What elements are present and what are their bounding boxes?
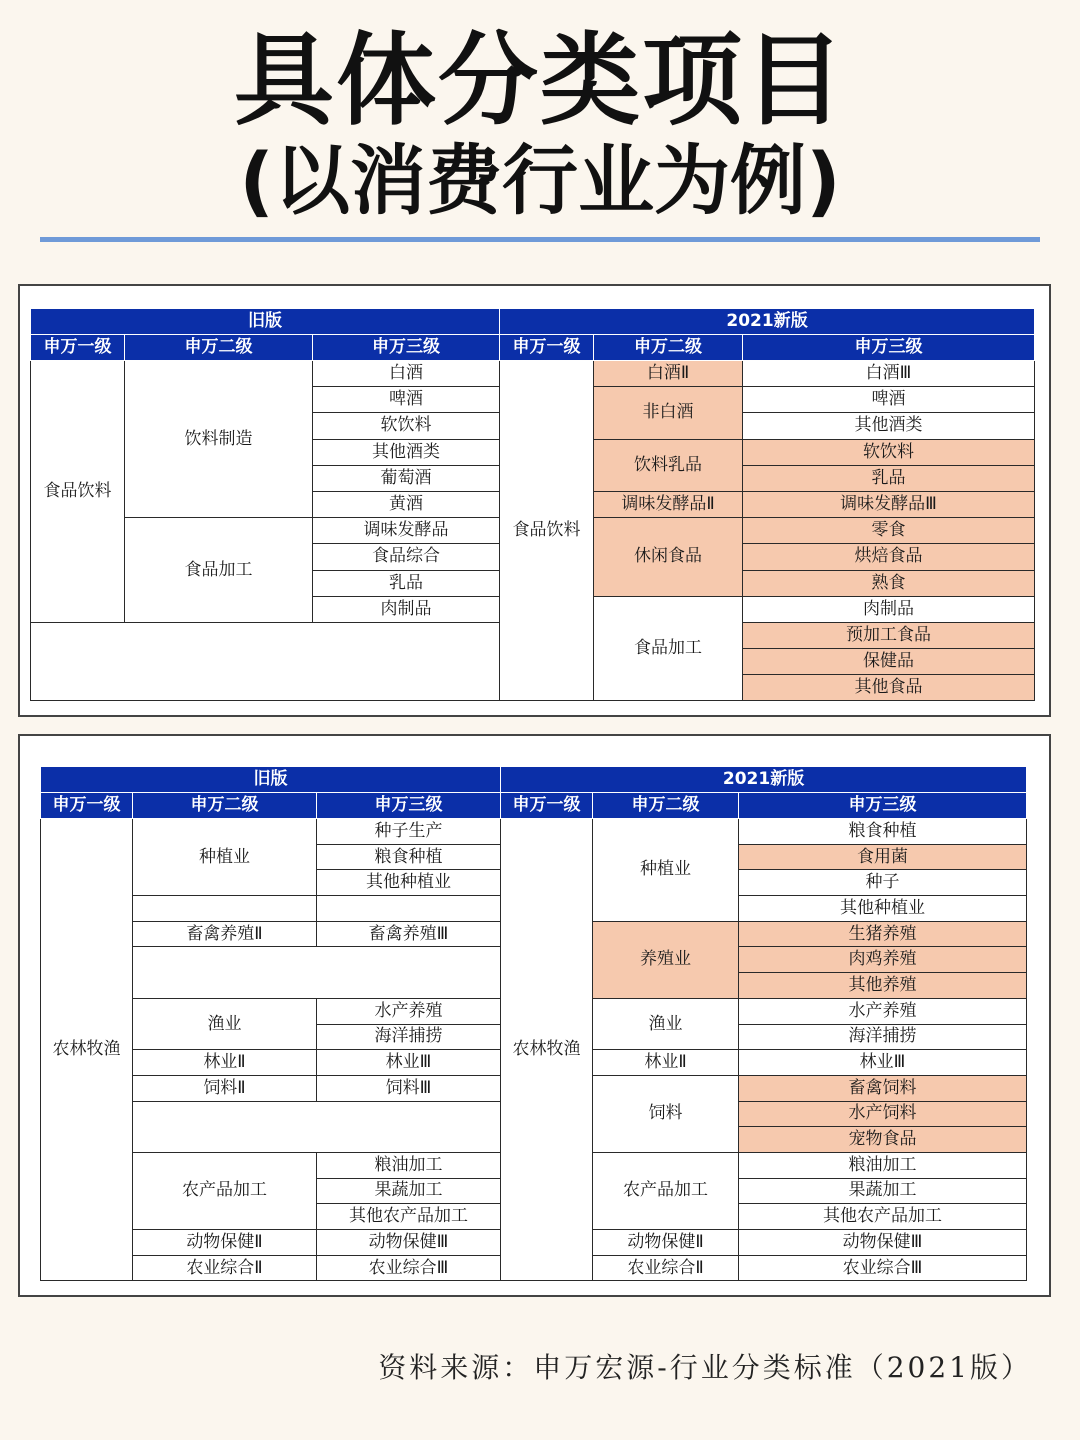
level-header-row [31,335,1035,361]
old-level3-cell: 饲料Ⅲ [317,1075,501,1101]
old-level3-cell: 水产养殖 [317,998,501,1024]
old-level3-cell: 葡萄酒 [313,465,500,491]
version-header-row [41,767,1027,793]
new-level2-cell: 休闲食品 [594,518,743,597]
old-empty-cell [133,1101,501,1152]
new-level2-cell: 养殖业 [593,921,739,998]
old-level3-cell: 其他酒类 [313,439,500,465]
new-level2-cell: 农业综合Ⅱ [593,1255,739,1281]
table-row [31,361,1035,387]
old-empty-cell [133,896,317,922]
old-level1-cell: 农林牧渔 [41,819,133,1281]
new-level2-cell: 白酒Ⅱ [594,361,743,387]
new-level3-cell: 林业Ⅲ [739,1050,1027,1076]
new-level3-cell: 调味发酵品Ⅲ [743,491,1035,517]
new-level3-cell: 肉制品 [743,596,1035,622]
new-level3-cell: 畜禽饲料 [739,1075,1027,1101]
new-level3-cell: 农业综合Ⅲ [739,1255,1027,1281]
new-level3-cell: 其他食品 [743,675,1035,701]
new-level2-header: 申万二级 [594,335,743,361]
new-level3-cell: 生猪养殖 [739,921,1027,947]
page-title: 具体分类项目 [234,22,846,139]
old-level2-cell: 饮料制造 [125,361,313,518]
old-level3-cell: 畜禽养殖Ⅲ [317,921,501,947]
new-level3-cell: 其他养殖 [739,973,1027,999]
old-level2-cell: 饲料Ⅱ [133,1075,317,1101]
old-level3-cell: 粮食种植 [317,844,501,870]
old-level2-header: 申万二级 [133,793,317,819]
agriculture-classification-table [40,766,1027,1281]
old-level3-header: 申万三级 [313,335,500,361]
new-level3-cell: 食用菌 [739,844,1027,870]
old-empty-cell [133,947,501,998]
new-level3-cell: 海洋捕捞 [739,1024,1027,1050]
new-level3-cell: 零食 [743,518,1035,544]
new-level1-header: 申万一级 [501,793,593,819]
source-note: 资料来源：申万宏源-行业分类标准（2021版） [378,1351,1032,1384]
old-version-header: 旧版 [41,767,501,793]
old-level2-cell: 动物保健Ⅱ [133,1230,317,1256]
old-level3-cell: 其他农产品加工 [317,1204,501,1230]
old-level2-header: 申万二级 [125,335,313,361]
new-level3-header: 申万三级 [739,793,1027,819]
new-level3-cell: 预加工食品 [743,622,1035,648]
old-level2-cell: 农产品加工 [133,1152,317,1229]
new-level3-cell: 种子 [739,870,1027,896]
new-level2-cell: 种植业 [593,819,739,922]
new-level2-cell: 动物保健Ⅱ [593,1230,739,1256]
old-level3-cell: 动物保健Ⅲ [317,1230,501,1256]
new-level2-cell: 调味发酵品Ⅱ [594,491,743,517]
old-level3-cell: 白酒 [313,361,500,387]
new-level3-cell: 软饮料 [743,439,1035,465]
new-level2-cell: 非白酒 [594,387,743,439]
new-version-header: 2021新版 [501,767,1027,793]
old-level3-cell: 农业综合Ⅲ [317,1255,501,1281]
new-level2-cell: 饮料乳品 [594,439,743,491]
new-level3-cell: 动物保健Ⅲ [739,1230,1027,1256]
new-level3-header: 申万三级 [743,335,1035,361]
old-empty-cell [31,622,500,701]
new-level1-cell: 农林牧渔 [501,819,593,1281]
old-level2-cell: 渔业 [133,998,317,1049]
old-level3-cell: 果蔬加工 [317,1178,501,1204]
old-level1-header: 申万一级 [31,335,125,361]
new-level2-cell: 食品加工 [594,596,743,701]
old-version-header: 旧版 [31,309,500,335]
old-level3-cell: 黄酒 [313,491,500,517]
old-level3-cell: 食品综合 [313,544,500,570]
new-level3-cell: 粮食种植 [739,819,1027,845]
old-level2-cell: 种植业 [133,819,317,896]
new-level1-cell: 食品饮料 [500,361,594,701]
new-level3-cell: 啤酒 [743,387,1035,413]
new-level3-cell: 其他农产品加工 [739,1204,1027,1230]
old-level2-cell: 畜禽养殖Ⅱ [133,921,317,947]
page-subtitle: (以消费行业为例) [239,136,841,225]
new-level3-cell: 烘焙食品 [743,544,1035,570]
old-level3-cell: 啤酒 [313,387,500,413]
old-level1-cell: 食品饮料 [31,361,125,623]
new-level2-cell: 饲料 [593,1075,739,1152]
old-level3-cell: 软饮料 [313,413,500,439]
new-level2-header: 申万二级 [593,793,739,819]
old-level3-cell: 肉制品 [313,596,500,622]
new-level3-cell: 白酒Ⅲ [743,361,1035,387]
level-header-row [41,793,1027,819]
title-divider [40,237,1040,242]
old-level3-cell: 粮油加工 [317,1152,501,1178]
food-beverage-panel [18,284,1051,717]
old-level3-cell: 其他种植业 [317,870,501,896]
new-level2-cell: 林业Ⅱ [593,1050,739,1076]
old-level3-cell: 林业Ⅲ [317,1050,501,1076]
old-level3-cell: 乳品 [313,570,500,596]
new-level3-cell: 粮油加工 [739,1152,1027,1178]
new-level3-cell: 宠物食品 [739,1127,1027,1153]
new-level3-cell: 水产饲料 [739,1101,1027,1127]
old-empty-cell [317,896,501,922]
old-level3-cell: 种子生产 [317,819,501,845]
old-level2-cell: 食品加工 [125,518,313,623]
new-level3-cell: 肉鸡养殖 [739,947,1027,973]
new-level2-cell: 渔业 [593,998,739,1049]
old-level3-header: 申万三级 [317,793,501,819]
new-level3-cell: 保健品 [743,649,1035,675]
new-level1-header: 申万一级 [500,335,594,361]
old-level2-cell: 农业综合Ⅱ [133,1255,317,1281]
new-level3-cell: 水产养殖 [739,998,1027,1024]
old-level1-header: 申万一级 [41,793,133,819]
new-version-header: 2021新版 [500,309,1035,335]
table-row [41,819,1027,845]
version-header-row [31,309,1035,335]
new-level3-cell: 乳品 [743,465,1035,491]
old-level3-cell: 海洋捕捞 [317,1024,501,1050]
new-level3-cell: 熟食 [743,570,1035,596]
new-level3-cell: 果蔬加工 [739,1178,1027,1204]
food-classification-table [30,308,1035,701]
old-level2-cell: 林业Ⅱ [133,1050,317,1076]
agriculture-panel [18,734,1051,1297]
new-level3-cell: 其他酒类 [743,413,1035,439]
old-level3-cell: 调味发酵品 [313,518,500,544]
new-level3-cell: 其他种植业 [739,896,1027,922]
new-level2-cell: 农产品加工 [593,1152,739,1229]
